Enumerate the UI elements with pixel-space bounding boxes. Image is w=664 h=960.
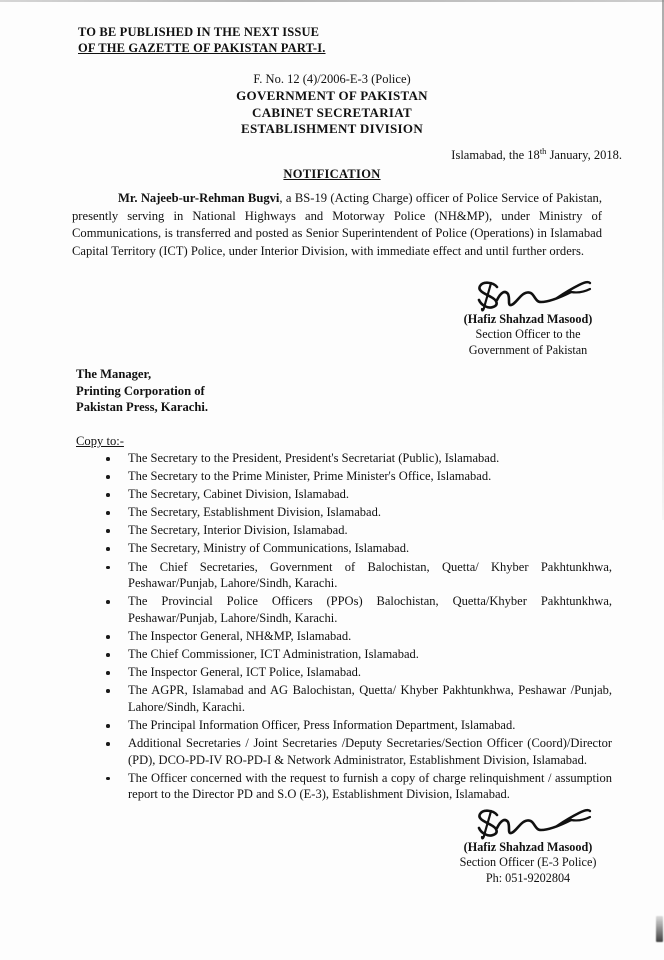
file-number: F. No. 12 (4)/2006-E-3 (Police) (253, 72, 411, 86)
list-item: The Secretary, Interior Division, Islamabad. (96, 522, 612, 539)
list-item: The Principal Information Officer, Press Information Department, Islamabad. (96, 717, 612, 734)
list-item: The Secretary to the President, President's Secretariat (Public), Islamabad. (96, 450, 612, 467)
addressee-line-1: The Manager, (76, 367, 152, 381)
list-item: The Secretary to the Prime Minister, Prime Minister's Office, Islamabad. (96, 468, 612, 485)
addressee-block (76, 366, 208, 416)
signature-block-top (428, 278, 628, 358)
signatory-phone: Ph: 051-9202804 (485, 870, 571, 885)
publication-notice-line-1: TO BE PUBLISHED IN THE NEXT ISSUE (78, 25, 320, 39)
list-item: The Inspector General, NH&MP, Islamabad. (96, 628, 612, 645)
addressee-line-3: Pakistan Press, Karachi. (76, 400, 209, 414)
list-item: The Officer concerned with the request to furnish a copy of charge relinquishment / assumption report to the Director PD and S.O (E-3), Establishment Division, Islamabad. (96, 770, 612, 803)
issuing-authority-block (0, 88, 664, 138)
authority-line-government: GOVERNMENT OF PAKISTAN (236, 88, 428, 103)
list-item: The Chief Commissioner, ICT Administration, Islamabad. (96, 646, 612, 663)
notification-heading (0, 165, 664, 183)
authority-line-secretariat: CABINET SECRETARIAT (252, 104, 412, 120)
dateline (451, 146, 622, 163)
list-item: The Chief Secretaries, Government of Balochistan, Quetta/ Khyber Pakhtunkhwa, Peshawar/Punjab, Lahore/Sindh, Karachi. (96, 559, 612, 592)
copy-to-label: Copy to:- (76, 434, 124, 448)
handwritten-signature-bottom (428, 806, 628, 840)
signatory-title-top-line-1: Section Officer to the (475, 327, 581, 341)
handwritten-signature-top (428, 278, 628, 312)
scan-blot-artifact (656, 916, 663, 942)
copy-to-list (96, 450, 612, 804)
list-item: The Provincial Police Officers (PPOs) Balochistan, Quetta/Khyber Pakhtunkhwa, Peshawar/Punjab, Lahore/Sindh, Karachi. (96, 593, 612, 626)
list-item: The AGPR, Islamabad and AG Balochistan, Quetta/ Khyber Pakhtunkhwa, Peshawar /Punjab, Lahore/Sindh, Karachi. (96, 682, 612, 715)
addressee-line-2: Printing Corporation of (76, 383, 205, 398)
subject-officer-name: Mr. Najeeb-ur-Rehman Bugvi (118, 191, 280, 205)
list-item: The Secretary, Establishment Division, Islamabad. (96, 504, 612, 521)
authority-line-division: ESTABLISHMENT DIVISION (240, 121, 424, 136)
signatory-name-top: (Hafiz Shahzad Masood) (463, 312, 593, 326)
publication-notice-line-2: OF THE GAZETTE OF PAKISTAN PART-I. (78, 41, 326, 55)
signature-block-bottom (428, 806, 628, 886)
dateline-prefix: Islamabad, the 18 (451, 148, 540, 163)
scan-edge-top-artifact (0, 0, 664, 2)
notification-body-paragraph (72, 190, 602, 260)
list-item: The Secretary, Ministry of Communications, Islamabad. (96, 540, 612, 557)
signatory-title-top-line-2: Government of Pakistan (468, 342, 588, 357)
signatory-title-bottom: Section Officer (E-3 Police) (459, 855, 597, 869)
dateline-ordinal: th (539, 146, 547, 156)
notification-heading-text: NOTIFICATION (283, 167, 381, 181)
dateline-suffix: January, 2018. (546, 148, 622, 163)
list-item: The Inspector General, ICT Police, Islamabad. (96, 664, 612, 681)
list-item: Additional Secretaries / Joint Secretaries /Deputy Secretaries/Section Officer (Coord)/Director (PD), DCO-PD-IV RO-PD-I & Network Administrator, Establishment Division, Islamabad. (96, 735, 612, 768)
signatory-name-bottom: (Hafiz Shahzad Masood) (463, 840, 593, 854)
notification-body-text: , a BS-19 (Acting Charge) officer of Police Service of Pakistan, presently serving in National Highways and Motorway Police (NH&MP), under Ministry of Communications, is transferred and posted as Senior Superintendent of Police (Operations) in Islamabad Capital Territory (ICT) Police, under Interior Division, with immediate effect and until further orders. (72, 191, 602, 258)
list-item: The Secretary, Cabinet Division, Islamabad. (96, 486, 612, 503)
publication-notice (78, 24, 326, 56)
